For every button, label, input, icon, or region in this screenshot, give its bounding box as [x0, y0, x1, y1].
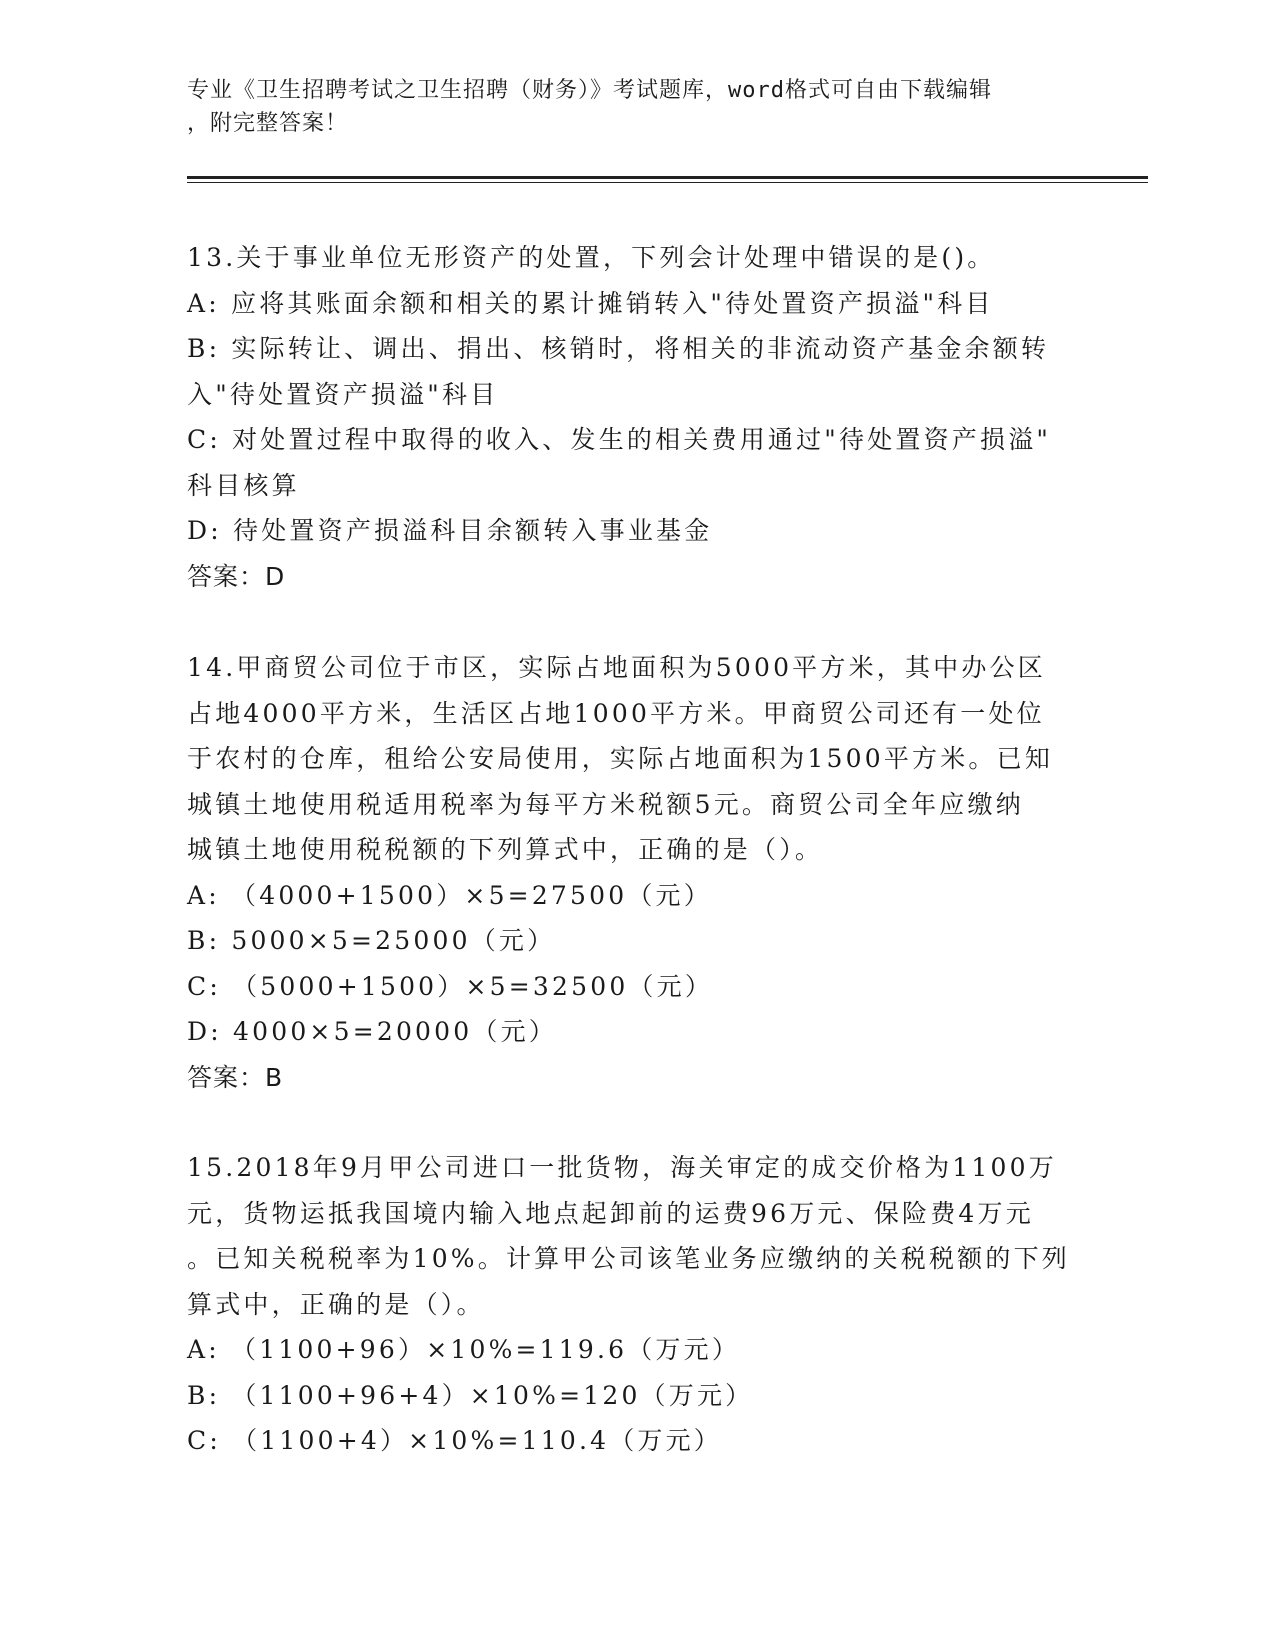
option-c-continued: 科目核算: [187, 470, 300, 500]
option-d: D: 待处置资产损溢科目余额转入事业基金: [187, 516, 713, 545]
question-stem: 于农村的仓库，租给公安局使用，实际占地面积为1500平方米。已知: [187, 744, 1054, 773]
option-a: A: 应将其账面余额和相关的累计摊销转入"待处置资产损溢"科目: [187, 288, 994, 318]
header-divider-thin: [187, 182, 1148, 183]
question-stem: 算式中，正确的是（）。: [187, 1289, 485, 1319]
question-stem: 。已知关税税率为10%。计算甲公司该笔业务应缴纳的关税税额的下列: [187, 1244, 1070, 1273]
header-divider-thick: [187, 176, 1148, 179]
option-b-continued: 入"待处置资产损溢"科目: [187, 379, 499, 409]
question-15: [187, 1145, 1087, 1464]
option-c: C: 对处置过程中取得的收入、发生的相关费用通过"待处置资产损溢": [187, 425, 1052, 454]
option-b: B: 5000×5=25000（元）: [187, 926, 556, 955]
document-header: [187, 74, 1087, 140]
question-stem: 13.关于事业单位无形资产的处置，下列会计处理中错误的是()。: [187, 243, 996, 272]
option-a: A: （4000+1500）×5=27500（元）: [187, 880, 712, 910]
question-stem: 城镇土地使用税适用税率为每平方米税额5元。商贸公司全年应缴纳: [187, 789, 1024, 819]
question-14: [187, 645, 1087, 1100]
question-stem: 14.甲商贸公司位于市区，实际占地面积为5000平方米，其中办公区: [187, 653, 1046, 682]
option-b: B: （1100+96+4）×10%=120（万元）: [187, 1380, 754, 1410]
answer: 答案：D: [187, 561, 286, 591]
option-d: D: 4000×5=20000（元）: [187, 1017, 557, 1046]
question-stem: 15.2018年9月甲公司进口一批货物，海关审定的成交价格为1100万: [187, 1153, 1057, 1182]
option-c: C: （1100+4）×10%=110.4（万元）: [187, 1426, 723, 1455]
option-c: C: （5000+1500）×5=32500（元）: [187, 971, 714, 1001]
option-a: A: （1100+96）×10%=119.6（万元）: [187, 1335, 741, 1364]
option-b: B: 实际转让、调出、捐出、核销时，将相关的非流动资产基金余额转: [187, 334, 1050, 363]
header-line: 专业《卫生招聘考试之卫生招聘（财务）》考试题库，word格式可自由下载编辑: [187, 78, 992, 103]
question-stem: 占地4000平方米，生活区占地1000平方米。甲商贸公司还有一处位: [187, 698, 1045, 728]
question-13: [187, 235, 1087, 599]
question-stem: 城镇土地使用税税额的下列算式中，正确的是（）。: [187, 835, 824, 864]
answer: 答案：B: [187, 1062, 284, 1092]
question-stem: 元，货物运抵我国境内输入地点起卸前的运费96万元、保险费4万元: [187, 1198, 1034, 1228]
header-line: ，附完整答案！: [187, 111, 349, 136]
